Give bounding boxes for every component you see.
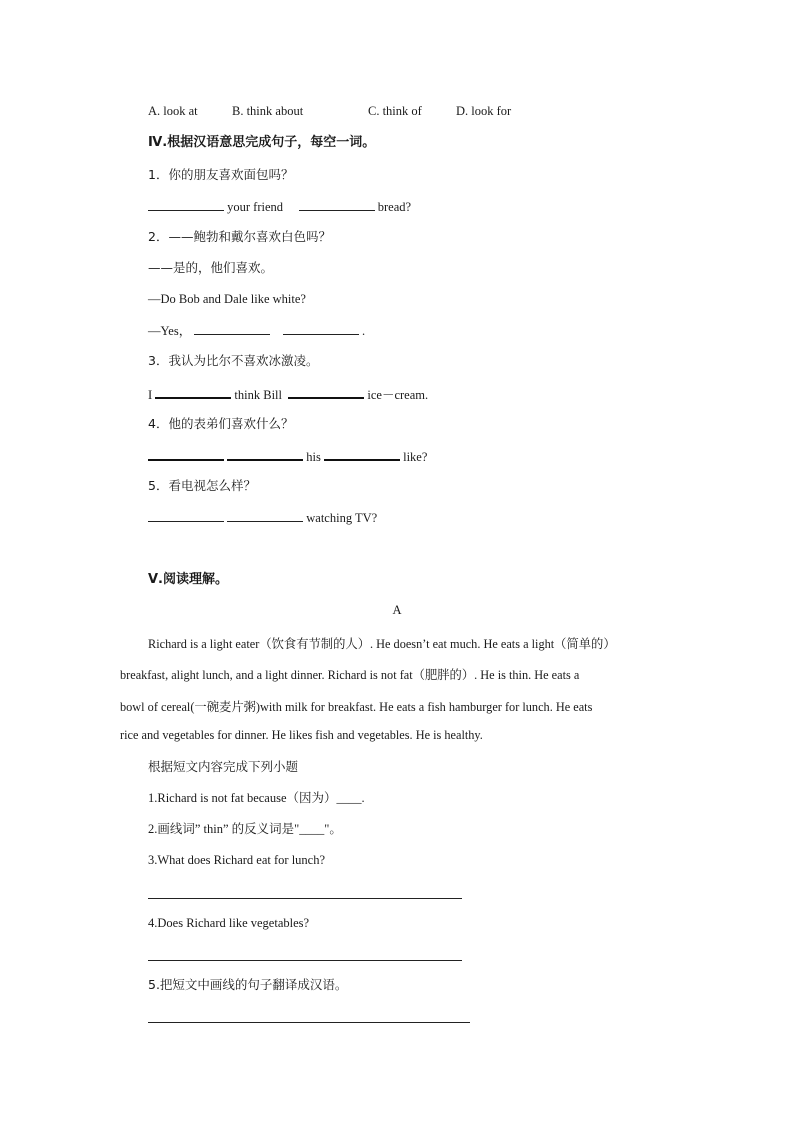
passage-line-2: breakfast, alight lunch, and a light dinner. Richard is not fat（肥胖的）. He is thin. He eats a (120, 668, 580, 682)
q4-english (148, 447, 427, 465)
q4-blank-1[interactable] (148, 447, 224, 461)
q3-chinese: 3．我认为比尔不喜欢冰激凌。 (148, 353, 319, 368)
options-row (148, 104, 648, 120)
q2-text-end: . (361, 324, 366, 338)
section-5-heading: Ⅴ.阅读理解。 (148, 572, 228, 587)
reading-q3-answer-line[interactable] (148, 898, 462, 899)
section-4-heading: Ⅳ.根据汉语意思完成句子，每空一词。 (148, 135, 376, 150)
reading-q5-answer-line[interactable] (148, 1022, 470, 1023)
passage-line-3: bowl of cereal(一碗麦片粥)with milk for breakfast. He eats a fish hamburger for lunch. He eats (120, 700, 593, 714)
q1-text-end: bread? (374, 200, 412, 214)
q5-blank-1[interactable] (148, 509, 224, 522)
reading-q4: 4.Does Richard like vegetables? (148, 916, 310, 930)
q5-blank-2[interactable] (227, 509, 303, 522)
q1-english (148, 198, 411, 215)
option-d: D. look for (456, 104, 512, 118)
q5-text-end: watching TV? (303, 511, 378, 525)
q4-text-end: like? (399, 450, 428, 464)
q4-text-mid: his (303, 450, 324, 464)
q3-blank-1[interactable] (155, 385, 231, 399)
reading-instruction: 根据短文内容完成下列小题 (148, 759, 299, 774)
q2-blank-1[interactable] (194, 322, 270, 335)
q5-english (148, 509, 377, 526)
q1-chinese: 1．你的朋友喜欢面包吗？ (148, 167, 294, 182)
q1-text-mid: your friend (224, 200, 287, 214)
q2-chinese: 2．——鲍勃和戴尔喜欢白色吗？ (148, 229, 331, 244)
q3-blank-2[interactable] (288, 385, 364, 399)
reading-q2: 2.画线词” thin” 的反义词是"____"。 (148, 822, 342, 836)
q2-english-question: —Do Bob and Dale like white? (148, 292, 306, 306)
q2-blank-2[interactable] (283, 322, 359, 335)
q4-blank-2[interactable] (227, 447, 303, 461)
q3-text-mid: think Bill (231, 388, 286, 402)
q3-english (148, 385, 428, 403)
q2-text-start: —Yes， (148, 324, 192, 338)
q1-blank-1[interactable] (148, 198, 224, 211)
q5-chinese: 5．看电视怎么样？ (148, 478, 256, 493)
passage-line-1: Richard is a light eater（饮食有节制的人）. He doesn’t eat much. He eats a light（简单的） (148, 637, 616, 651)
reading-q5: 5.把短文中画线的句子翻译成汉语。 (148, 977, 348, 992)
reading-q3: 3.What does Richard eat for lunch? (148, 853, 326, 867)
q2-english-answer (148, 322, 365, 339)
option-b: B. think about (232, 104, 304, 118)
option-c: C. think of (368, 104, 422, 118)
q4-blank-3[interactable] (324, 447, 400, 461)
q2-chinese-answer: ——是的，他们喜欢。 (148, 260, 274, 275)
reading-q1: 1.Richard is not fat because（因为）____. (148, 791, 365, 805)
reading-q4-answer-line[interactable] (148, 960, 462, 961)
q1-blank-2[interactable] (299, 198, 375, 211)
q3-text-end: ice－cream. (364, 388, 429, 402)
option-a: A. look at (148, 104, 198, 118)
q4-chinese: 4．他的表弟们喜欢什么？ (148, 416, 294, 431)
passage-line-4: rice and vegetables for dinner. He likes fish and vegetables. He is healthy. (120, 728, 483, 742)
q3-text-start: I (148, 388, 156, 402)
passage-label: A (392, 603, 402, 617)
